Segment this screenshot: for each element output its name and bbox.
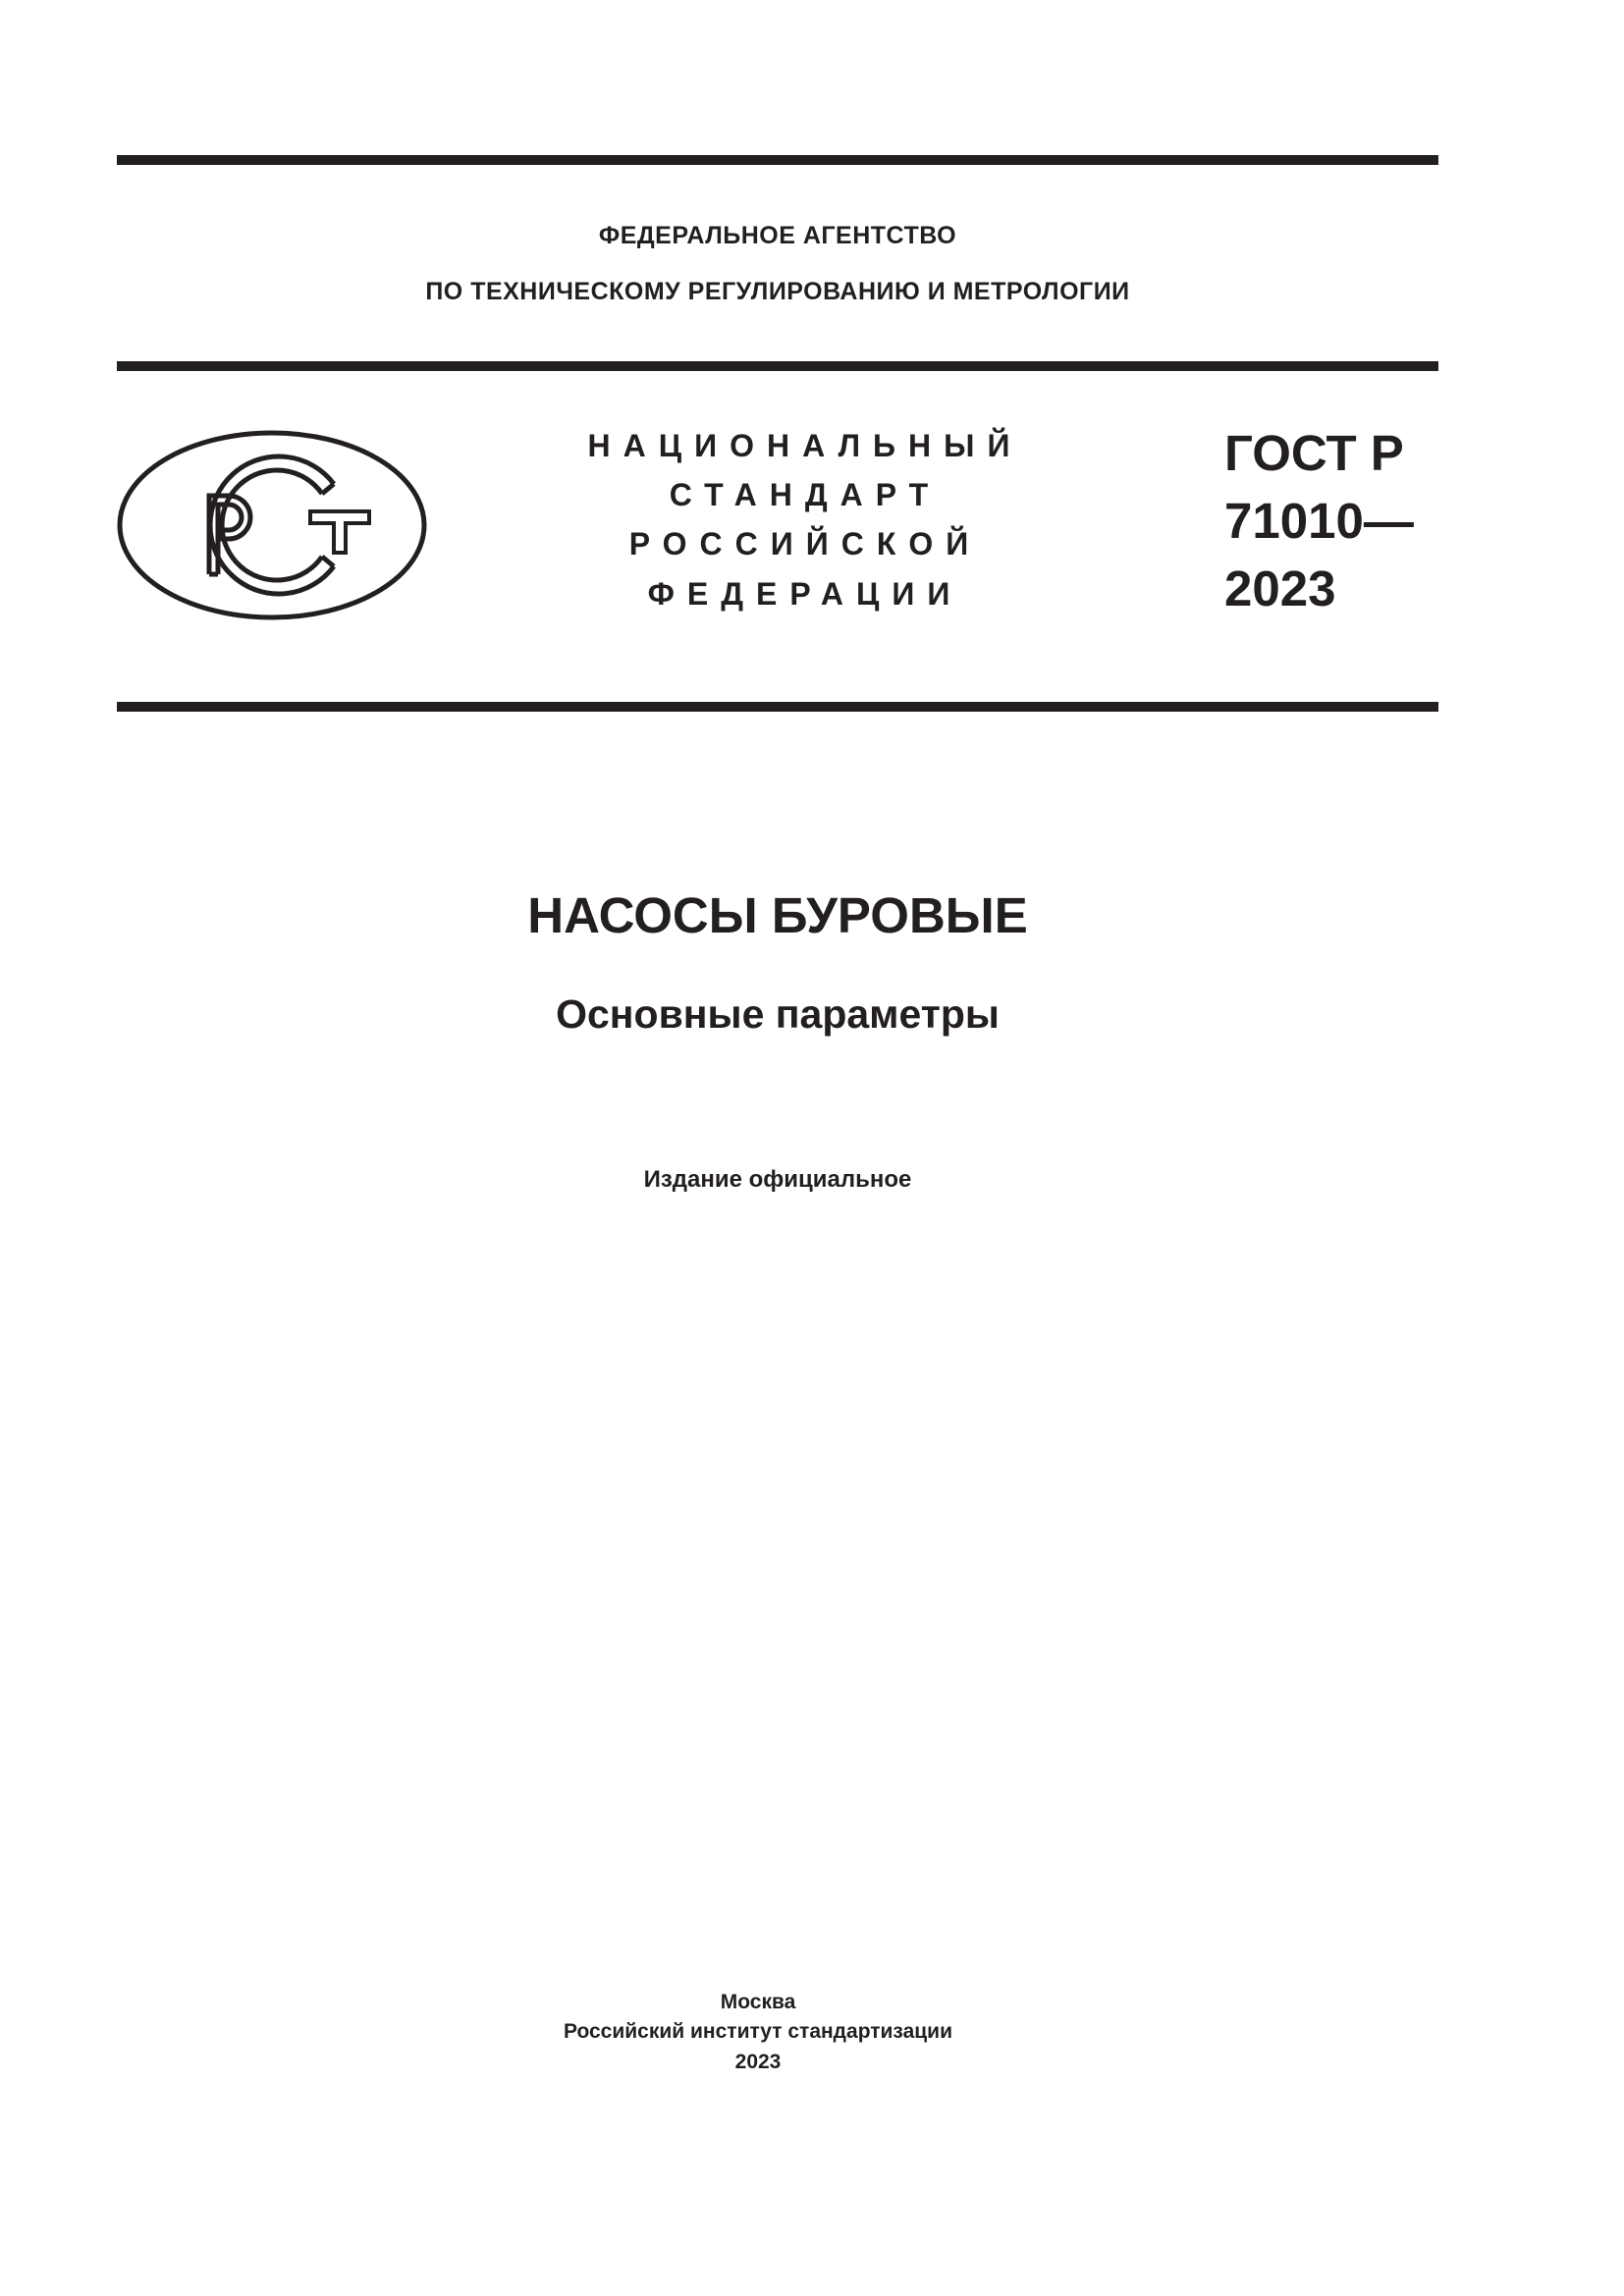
designation-line-3: 2023 [1224,561,1336,616]
designation-line-1: ГОСТ Р [1224,425,1404,481]
imprint-publisher: Российский институт стандартизации [563,2020,953,2043]
standard-type-line-2: СТАНДАРТ [669,477,942,512]
edition-label: Издание официальное [643,1166,912,1193]
middle-rule [117,702,1438,712]
designation-line-2: 71010— [1224,493,1414,549]
imprint-city: Москва [720,1991,796,2013]
standard-type-line-3: РОССИЙСКОЙ [628,526,982,561]
header-rule [117,361,1438,371]
rst-gost-emblem-icon [116,429,430,621]
agency-line-1: ФЕДЕРАЛЬНОЕ АГЕНТСТВО [598,222,957,249]
top-rule [117,155,1438,165]
document-title: НАСОСЫ БУРОВЫЕ [527,887,1028,943]
standard-type-line-1: НАЦИОНАЛЬНЫЙ [587,428,1023,463]
document-subtitle: Основные параметры [556,991,1000,1037]
standard-type-line-4: ФЕДЕРАЦИИ [647,576,963,612]
imprint-year: 2023 [734,2051,782,2073]
agency-line-2: ПО ТЕХНИЧЕСКОМУ РЕГУЛИРОВАНИЮ И МЕТРОЛОГИИ [425,278,1130,305]
